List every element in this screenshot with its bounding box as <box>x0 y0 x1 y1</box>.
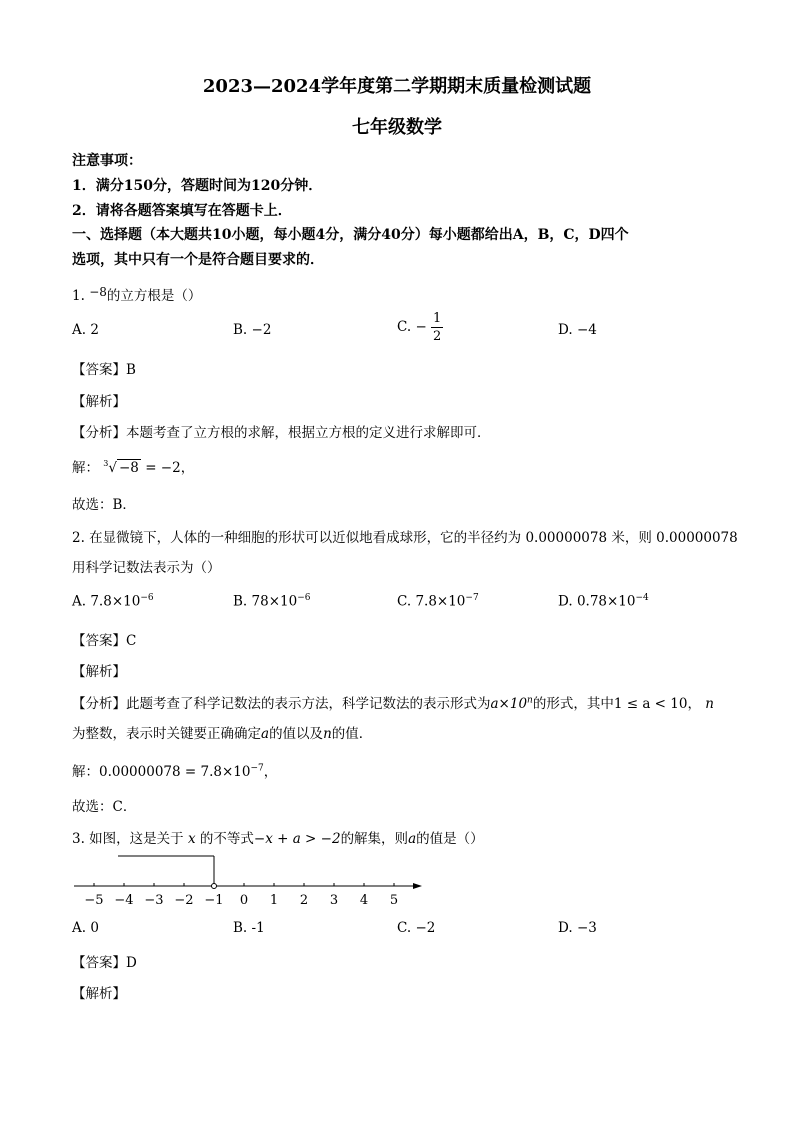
question-1 <box>72 284 201 304</box>
analysis-tag-2: 【解析】 <box>72 664 126 680</box>
answer-2: 【答案】C <box>72 633 137 649</box>
section-instructions-line2: 选项，其中只有一个是符合题目要求的． <box>72 252 324 268</box>
solution-prefix: 解： <box>72 460 99 476</box>
tick-label: 5 <box>389 893 399 908</box>
tick-label: −5 <box>84 893 104 908</box>
question-number: 1. <box>72 288 85 304</box>
option-value: −2 <box>415 920 436 936</box>
option-a: A. 2 <box>72 322 99 338</box>
option-label: D. <box>558 322 573 338</box>
analysis-text: 为整数，表示时关键要正确确定 <box>72 726 261 742</box>
sci-form: a×10 <box>490 696 528 712</box>
option-d <box>558 322 597 338</box>
option-sign: − <box>415 319 427 335</box>
range-expr: 1 ≤ a < 10 <box>613 696 688 712</box>
option-d <box>558 920 597 936</box>
number-line-diagram <box>0 845 794 910</box>
tick-label: 4 <box>359 893 369 908</box>
question-text: 3. 如图，这是关于 <box>72 831 184 847</box>
question-text: 的值是（） <box>416 831 484 847</box>
var-n: n <box>705 696 714 712</box>
tick-label: −4 <box>114 893 134 908</box>
var-a: a <box>261 726 270 742</box>
option-exp: −6 <box>297 593 311 603</box>
option-label: C. <box>397 319 412 335</box>
option-value: −2 <box>251 322 272 338</box>
option-b <box>233 322 271 338</box>
choice-1: 故选：B． <box>72 497 136 513</box>
option-label: B. <box>233 593 248 610</box>
option-exp: −6 <box>140 593 154 603</box>
var-a: a <box>408 831 417 847</box>
option-b <box>233 593 310 610</box>
number-line <box>74 856 422 908</box>
fraction-denominator: 2 <box>433 329 442 344</box>
var-x: x <box>187 831 196 847</box>
sci-form-exp: n <box>527 695 533 706</box>
analysis-tag-3: 【解析】 <box>72 986 126 1002</box>
solution-1 <box>72 456 194 476</box>
inequality: −x + a > −2 <box>253 831 341 847</box>
analysis-2-line1 <box>72 692 714 712</box>
option-d <box>558 593 649 610</box>
tick-label: 2 <box>299 893 309 908</box>
option-base: 7.8×10 <box>415 593 466 610</box>
cube-root: $^3$√ −8 <box>103 459 139 476</box>
option-label: B. <box>233 322 248 338</box>
choice-2: 故选：C． <box>72 799 137 815</box>
option-label: D. <box>558 920 573 936</box>
question-3 <box>72 827 484 847</box>
analysis-text: 【分析】此题考查了科学记数法的表示方法，科学记数法的表示形式为 <box>72 696 491 712</box>
solution-result: = −2， <box>140 460 195 476</box>
option-label: D. <box>558 593 573 610</box>
option-c <box>397 920 435 936</box>
tick-label: −2 <box>174 893 194 908</box>
tick-label: 1 <box>269 893 279 908</box>
analysis-2-line2 <box>72 722 372 742</box>
notes-item-2: 2．请将各题答案填写在答题卡上． <box>72 203 292 219</box>
answer-1: 【答案】B <box>72 362 136 378</box>
analysis-text: 的值． <box>331 726 373 742</box>
option-b <box>233 920 265 936</box>
question-2-line2: 用科学记数法表示为（） <box>72 560 221 576</box>
option-a <box>72 593 154 610</box>
option-a: A. 0 <box>72 920 99 936</box>
analysis-text: 的形式，其中 <box>532 696 614 712</box>
notes-item-1: 1．满分150分，答题时间为120分钟． <box>72 178 323 194</box>
axis-arrow <box>413 883 422 889</box>
option-base: 7.8×10 <box>90 593 141 610</box>
solution-exp: −7 <box>250 763 264 774</box>
option-exp: −7 <box>465 593 479 603</box>
radicand: −8 <box>119 460 139 476</box>
tick-label: −3 <box>144 893 164 908</box>
option-exp: −4 <box>635 593 649 603</box>
notes-heading: 注意事项： <box>72 153 142 169</box>
option-base: 0.78×10 <box>576 593 636 610</box>
option-value: -1 <box>251 920 265 936</box>
question-2-line1: 2. 在显微镜下，人体的一种细胞的形状可以近似地看成球形，它的半径约为 0.00000078 米，则 0.00000078 <box>72 530 738 546</box>
analysis-text: ， <box>687 696 701 712</box>
question-text: 的不等式 <box>199 831 254 847</box>
tick-label: 3 <box>329 893 339 908</box>
fraction-numerator: 1 <box>433 311 442 326</box>
solution-2 <box>72 760 277 780</box>
option-label: C. <box>397 593 412 610</box>
answer-3: 【答案】D <box>72 955 137 971</box>
option-base: 78×10 <box>251 593 298 610</box>
option-label: C. <box>397 920 412 936</box>
tick-label: −1 <box>204 893 224 908</box>
question-expr: −8 <box>89 285 107 299</box>
option-c <box>397 310 443 345</box>
tick-label: 0 <box>239 893 249 908</box>
option-label: A. <box>72 593 87 610</box>
var-n: n <box>323 726 332 742</box>
section-instructions-line1: 一、选择题（本大题共10小题，每小题4分，满分40分）每小题都给出A，B，C，D四个 <box>72 227 629 243</box>
fraction <box>431 310 443 345</box>
analysis-1: 【分析】本题考查了立方根的求解，根据立方根的定义进行求解即可． <box>72 425 491 441</box>
option-value: −3 <box>576 920 597 936</box>
page-subtitle: 七年级数学 <box>352 117 442 138</box>
question-text: 的解集，则 <box>340 831 409 847</box>
question-text: 的立方根是（） <box>106 288 202 304</box>
open-circle <box>212 884 217 889</box>
root-index: 3 <box>103 459 109 468</box>
solution-text: 解：0.00000078 = 7.8×10 <box>72 764 251 780</box>
page-title: 2023—2024学年度第二学期期末质量检测试题 <box>202 76 592 97</box>
analysis-tag-1: 【解析】 <box>72 394 126 410</box>
solution-end: ， <box>263 764 278 780</box>
option-label: B. <box>233 920 248 936</box>
option-c <box>397 593 479 610</box>
analysis-text: 的值以及 <box>269 726 324 742</box>
option-value: −4 <box>576 322 597 338</box>
